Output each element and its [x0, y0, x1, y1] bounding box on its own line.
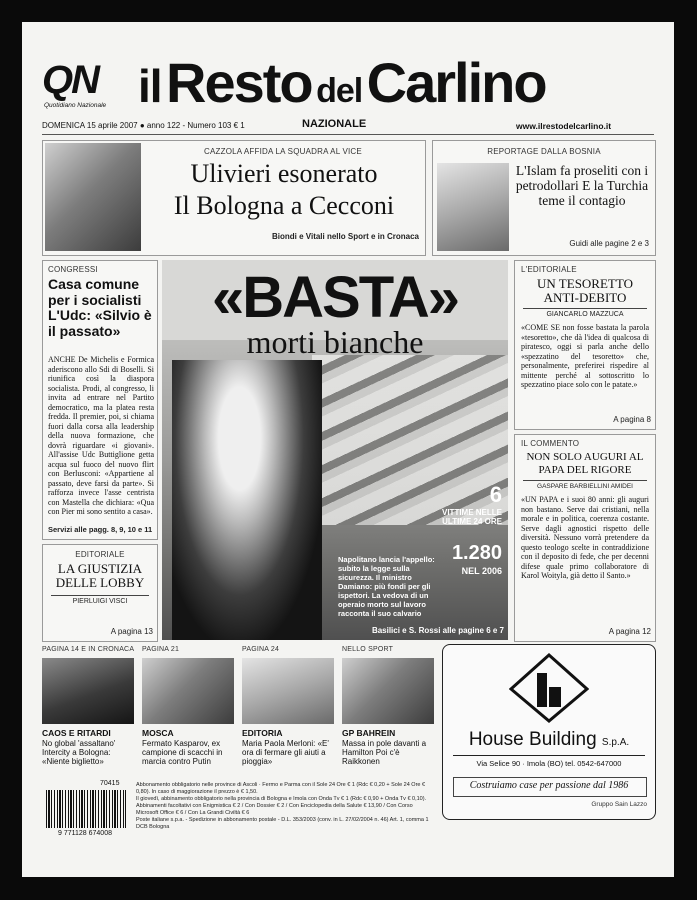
bottom-teasers	[42, 646, 436, 766]
commento-box	[514, 434, 656, 642]
congressi-headline: Casa comune per i socialisti L'Udc: «Silvio è il passato»	[48, 276, 152, 339]
teaser-2[interactable]	[142, 646, 238, 766]
lobby-kicker: EDITORIALE	[75, 550, 125, 559]
teaser-3-photo	[242, 658, 334, 724]
top-story-box	[42, 140, 426, 256]
newspaper-page	[22, 22, 674, 877]
footer-line-2: Il giovedì, abbinamento obbligatorio nella provincia di Bologna e Imola con Onda Tv € 1 (Rdc € 0,90 + Onda Tv € 0,10).	[136, 796, 427, 802]
masthead-title	[138, 50, 658, 116]
ad-slogan: Costruiamo case per passione dal 1986	[469, 780, 629, 791]
commento-kicker: IL COMMENTO	[521, 439, 580, 448]
tesoretto-author-rule	[523, 308, 647, 309]
main-headline: «BASTA»	[212, 265, 458, 330]
commento-body: «UN PAPA e i suoi 80 anni: gli auguri non bastano. Serve dai cristiani, nella morale e in politica, coerenza costante. Serve dagli agnostici rispetto delle diversità. Nessuno vorrà pretendere da questo teologo scelte in contraddizione con il deposito di fede, che per decenni difese quale primo collaboratore di Karol Woityla, già detto il Santo.»	[521, 495, 649, 580]
top-story-kicker: CAZZOLA AFFIDA LA SQUADRA AL VICE	[204, 147, 362, 156]
barcode-number: 9 771128 674008	[58, 830, 112, 837]
teaser-3-text: Maria Paola Merloni: «E' ora di fermare gli aiuti a pioggia»	[242, 739, 329, 766]
napolitano-photo	[172, 360, 322, 640]
stat-year-number: 1.280	[451, 542, 502, 564]
teaser-1-title: CAOS E RITARDI	[42, 728, 111, 738]
teaser-2-title: MOSCA	[142, 728, 174, 738]
house-building-ad[interactable]	[442, 644, 656, 820]
teaser-2-photo	[142, 658, 234, 724]
teaser-3[interactable]	[242, 646, 338, 766]
house-building-logo-icon	[509, 653, 589, 723]
stat-victims-number: 6	[489, 482, 502, 507]
main-caption: Napolitano lancia l'appello: subito la legge sulla sicurezza. Il ministro Damiano: più fondi per gli ispettori. La vedova di un operaio morto sul lavoro racconta il suo calvario	[338, 555, 435, 618]
lobby-headline: LA GIUSTIZIA DELLE LOBBY	[55, 561, 145, 590]
barcode-issue-code: 70415	[100, 780, 120, 787]
teaser-3-page: PAGINA 24	[242, 646, 280, 653]
congressi-kicker: CONGRESSI	[48, 265, 98, 274]
bosnia-box	[432, 140, 656, 256]
stat-year-label: NEL 2006	[461, 566, 502, 576]
teaser-3-title: EDITORIA	[242, 728, 283, 738]
commento-headline: NON SOLO AUGURI AL PAPA DEL RIGORE	[526, 451, 644, 476]
bosnia-headline: L'Islam fa proseliti con i petrodollari E la Turchia teme il contagio	[515, 163, 649, 208]
top-story-ref[interactable]: Biondi e Vitali nello Sport e in Cronaca	[272, 232, 419, 241]
congressi-box	[42, 260, 158, 540]
teaser-1-text: No global 'assaltano' Intercity a Bologna: «Niente biglietto»	[42, 739, 116, 766]
ad-rule	[453, 755, 645, 756]
teaser-2-page: PAGINA 21	[142, 646, 180, 653]
tesoretto-box	[514, 260, 656, 430]
barcode-icon	[46, 790, 126, 828]
teaser-4-text: Massa in pole davanti a Hamilton Poi c'è Raikkonen	[342, 739, 427, 766]
commento-author-rule	[523, 480, 647, 481]
qn-logo	[42, 58, 132, 112]
teaser-1[interactable]	[42, 646, 138, 766]
main-story	[162, 260, 508, 640]
ulivieri-photo	[45, 143, 141, 251]
lobby-author-rule	[51, 595, 149, 596]
tesoretto-body: «COME SE non fosse bastata la parola «tesoretto», che dà l'idea di qualcosa di piratesco, oggi si parla anche dello «spezzatino del tesoretto» che, personalmente, preferirei rispedire al mittente perché al sottoscritto lo spezzatino piace solo con le patate.»	[521, 323, 649, 389]
masthead-carlino: Carlino	[366, 51, 546, 114]
lobby-ref[interactable]: A pagina 13	[110, 627, 153, 636]
teaser-4-photo	[342, 658, 434, 724]
ad-name: House Building	[468, 729, 597, 750]
ad-suffix: S.p.A.	[601, 737, 630, 748]
ad-address: Via Selice 90 · Imola (BO) tel. 0542-647000	[476, 759, 622, 768]
main-subhead: morti bianche	[246, 324, 424, 360]
teaser-1-page: PAGINA 14 E IN CRONACA	[42, 646, 135, 653]
edition-label: NAZIONALE	[302, 118, 367, 130]
masthead-resto: Resto	[166, 51, 312, 114]
bosnia-kicker: REPORTAGE DALLA BOSNIA	[487, 147, 601, 156]
teaser-4[interactable]	[342, 646, 436, 766]
tesoretto-author: GIANCARLO MAZZUCA	[546, 311, 624, 318]
bosnia-photo	[437, 163, 509, 251]
masthead-il: il	[138, 60, 162, 112]
masthead-del: del	[316, 72, 363, 110]
tesoretto-kicker: L'EDITORIALE	[521, 265, 577, 274]
congressi-ref[interactable]: Servizi alle pagg. 8, 9, 10 e 11	[48, 525, 153, 534]
qn-logo-mark: QN	[42, 58, 98, 102]
qn-logo-subtitle: Quotidiano Nazionale	[44, 102, 107, 109]
website-link[interactable]: www.ilrestodelcarlino.it	[516, 121, 612, 131]
lobby-box	[42, 544, 158, 642]
ad-company-name	[443, 729, 655, 751]
commento-ref[interactable]: A pagina 12	[608, 627, 651, 636]
top-story-headline-2: Il Bologna a Cecconi	[173, 191, 395, 220]
date-line: DOMENICA 15 aprile 2007 ● anno 122 - Numero 103 € 1	[42, 121, 245, 130]
ad-group: Gruppo Sain Lazzo	[591, 801, 647, 808]
tesoretto-headline: UN TESORETTO ANTI-DEBITO	[537, 276, 633, 305]
top-story-headline-1: Ulivieri esonerato	[190, 159, 378, 188]
barcode-area	[42, 780, 128, 846]
footer-line-3: Abbinamenti facoltativi con Enigmistica € 2 / Con Dossier € 2 / Con Enciclopedia della Salute € 13,90 / Con Corso Microsoft Office € 6 / Con La Grandi Civiltà € 6	[136, 803, 413, 816]
teaser-2-text: Fermato Kasparov, ex campione di scacchi in marcia contro Putin	[142, 739, 223, 766]
teaser-4-page: NELLO SPORT	[342, 646, 394, 653]
commento-author: GASPARE BARBIELLINI AMIDEI	[537, 483, 633, 490]
stat-victims-label: VITTIME NELLE ULTIME 24 ORE	[442, 508, 502, 526]
congressi-body: ANCHE De Michelis e Formica aderiscono allo Sdi di Boselli. Si riunifica così la diaspora socialista. Prodi, al congresso, li invita ad entrare nel Partito democratico, ma la platea resta fredda. Il premier, poi, si chiama fuori dalla corsa alla leadership della nuova formazione, che dovrà riguardare «i giovani». All'assise Udc Buttiglione getta acqua sul fuoco del nuovo flirt con Berlusconi: «Appartiene al passato, deve farsi da parte». Si rafforza invece l'asse centrista con Mastella che dichiara: «Qua con Pier mi sono sentito a casa».	[48, 355, 154, 516]
footer-line-4: Poste italiane s.p.a. - Spedizione in abbonamento postale - D.L. 353/2003 (conv. in L. 27/02/2004 n. 46) Art. 1, comma 1 DCB Bologna	[136, 817, 429, 830]
lobby-author: PIERLUIGI VISCI	[72, 598, 128, 605]
bosnia-ref[interactable]: Guidi alle pagine 2 e 3	[569, 239, 649, 248]
footer-notes	[136, 782, 436, 831]
tesoretto-ref[interactable]: A pagina 8	[613, 415, 651, 424]
main-ref[interactable]: Basilici e S. Rossi alle pagine 6 e 7	[371, 626, 504, 635]
teaser-1-photo	[42, 658, 134, 724]
footer-line-1: Abbonamento obbligatorio nelle province di Ascoli · Fermo e Parma con il Sole 24 Ore € 1 (Rdc € 0,20 + Sole 24 Ore € 0,80). In caso di maggiorazione il prezzo è € 1,50.	[136, 782, 426, 795]
teaser-4-title: GP BAHREIN	[342, 728, 396, 738]
masthead-rule	[42, 134, 654, 135]
